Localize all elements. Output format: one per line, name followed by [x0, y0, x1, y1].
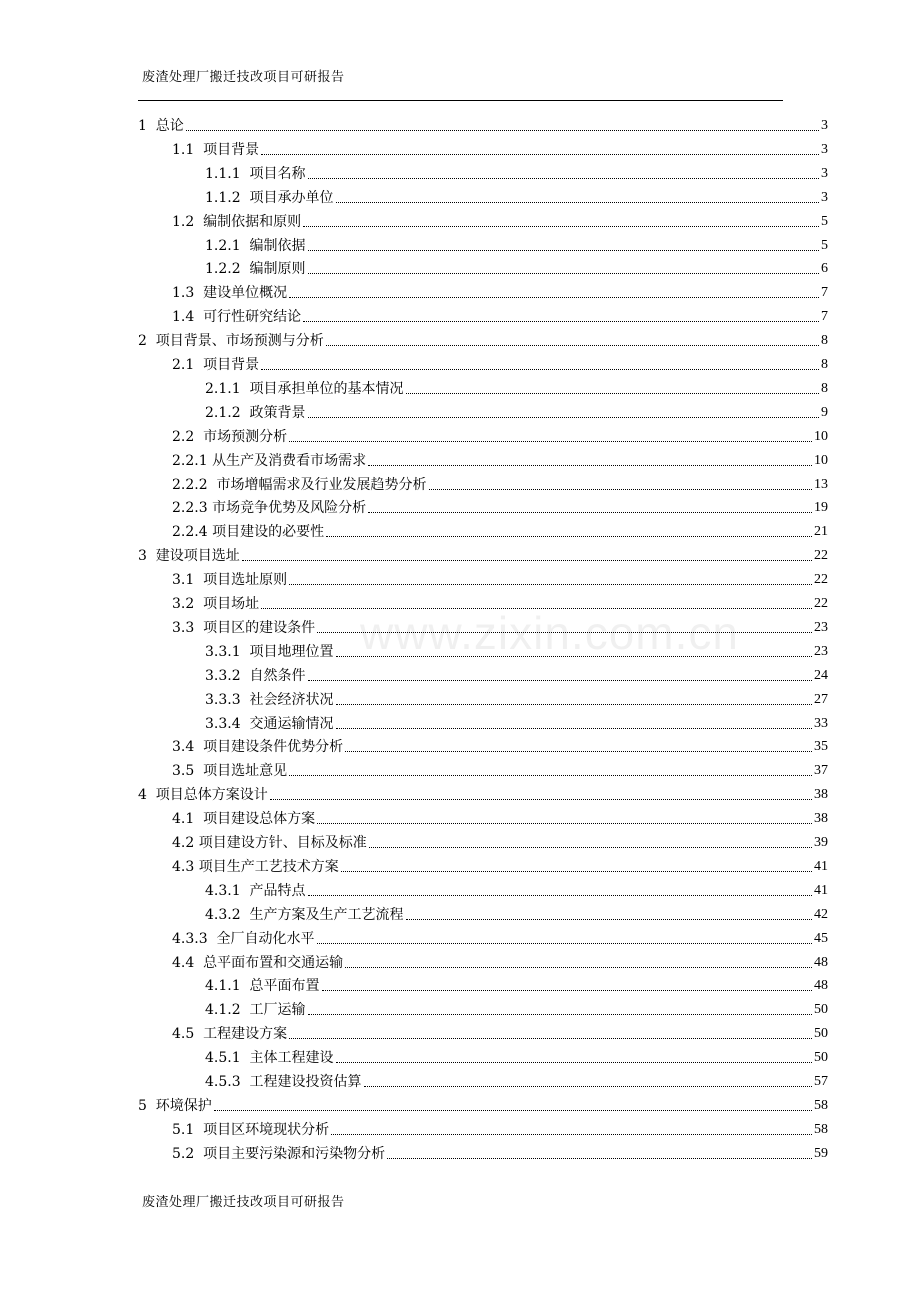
toc-entry-page-number: 50 [814, 1026, 828, 1042]
toc-entry-page-number: 9 [821, 404, 828, 420]
toc-entry[interactable] [172, 758, 828, 780]
toc-entry[interactable] [172, 830, 828, 852]
toc-dot-leader [331, 1133, 812, 1135]
toc-entry-label: 1 总论 [138, 118, 184, 134]
toc-entry-label: 1.1.1 项目名称 [205, 165, 306, 182]
toc-entry-label: 1.1.2 项目承办单位 [205, 189, 334, 206]
toc-entry-page-number: 57 [814, 1074, 828, 1089]
toc-dot-leader [345, 750, 812, 752]
toc-entry[interactable] [205, 233, 828, 255]
toc-entry-label: 3.1 项目选址原则 [172, 572, 288, 589]
toc-entry-label: 2.2.3 市场竞争优势及风险分析 [172, 500, 367, 517]
toc-entry-page-number: 22 [814, 548, 828, 564]
toc-entry-page-number: 37 [814, 763, 828, 779]
toc-entry[interactable] [172, 950, 828, 972]
page-footer-title: 废渣处理厂搬迁技改项目可研报告 [142, 1195, 345, 1210]
toc-dot-leader [368, 511, 812, 513]
toc-entry-page-number: 27 [814, 691, 828, 707]
toc-entry-page-number: 8 [821, 357, 828, 372]
toc-entry[interactable] [205, 687, 828, 709]
toc-entry-page-number: 5 [821, 237, 828, 253]
toc-dot-leader [406, 918, 812, 920]
toc-entry[interactable] [205, 973, 828, 995]
toc-dot-leader [308, 177, 819, 179]
toc-entry-label: 3.3 项目区的建设条件 [172, 619, 316, 636]
toc-entry-label: 3.3.2 自然条件 [205, 667, 306, 684]
toc-dot-leader [368, 464, 812, 466]
toc-entry-label: 4.4 总平面布置和交通运输 [172, 954, 344, 971]
toc-entry-page-number: 41 [814, 882, 828, 898]
toc-entry[interactable] [172, 1021, 828, 1043]
toc-dot-leader [261, 607, 812, 609]
toc-dot-leader [308, 1013, 812, 1015]
toc-entry-page-number: 59 [814, 1145, 828, 1161]
toc-entry[interactable] [172, 519, 828, 541]
toc-entry[interactable] [172, 137, 828, 159]
toc-entry-page-number: 6 [821, 261, 828, 277]
page-header-title: 废渣处理厂搬迁技改项目可研报告 [142, 70, 345, 85]
toc-dot-leader [270, 798, 812, 800]
toc-entry-page-number: 58 [814, 1097, 828, 1113]
toc-dot-leader [308, 416, 819, 418]
toc-dot-leader [345, 966, 812, 968]
toc-entry-page-number: 33 [814, 715, 828, 731]
toc-dot-leader [317, 942, 812, 944]
toc-entry-page-number: 48 [814, 954, 828, 970]
toc-entry-page-number: 5 [821, 213, 828, 229]
toc-dot-leader [326, 535, 812, 537]
toc-entry[interactable] [138, 1093, 828, 1115]
toc-entry-page-number: 50 [814, 1002, 828, 1018]
toc-entry-page-number: 35 [814, 739, 828, 755]
header-divider [138, 100, 783, 101]
toc-entry-label: 4.1.2 工厂运输 [205, 1002, 306, 1019]
toc-entry-label: 4.5 工程建设方案 [172, 1026, 288, 1043]
toc-dot-leader [317, 822, 812, 824]
toc-dot-leader [406, 392, 819, 394]
toc-entry-page-number: 45 [814, 930, 828, 946]
toc-entry-page-number: 3 [821, 141, 828, 157]
toc-dot-leader [336, 727, 812, 729]
toc-entry-label: 5 环境保护 [138, 1097, 212, 1114]
toc-entry-label: 1.2.1 编制依据 [205, 237, 306, 254]
toc-dot-leader [186, 129, 819, 131]
toc-entry-page-number: 7 [821, 309, 828, 325]
toc-entry-page-number: 50 [814, 1050, 828, 1066]
toc-entry[interactable] [138, 113, 828, 135]
toc-entry-page-number: 21 [814, 524, 828, 540]
toc-entry-page-number: 10 [814, 428, 828, 444]
toc-entry[interactable] [172, 352, 828, 374]
toc-entry-label: 3.4 项目建设条件优势分析 [172, 739, 344, 756]
toc-entry-page-number: 19 [814, 500, 828, 516]
toc-entry-page-number: 38 [814, 811, 828, 827]
toc-dot-leader [317, 631, 812, 633]
toc-entry-label: 4.3.1 产品特点 [205, 882, 306, 899]
toc-dot-leader [336, 201, 819, 203]
toc-entry-label: 4.3.3 全厂自动化水平 [172, 930, 315, 947]
toc-entry[interactable] [205, 185, 828, 207]
toc-dot-leader [289, 440, 812, 442]
toc-dot-leader [214, 1109, 812, 1111]
toc-entry-label: 4.5.3 工程建设投资估算 [205, 1074, 362, 1090]
toc-entry-page-number: 10 [814, 452, 828, 468]
toc-entry-page-number: 23 [814, 619, 828, 635]
toc-entry-page-number: 42 [814, 906, 828, 922]
toc-entry-page-number: 8 [821, 333, 828, 349]
toc-entry-label: 3.3.1 项目地理位置 [205, 643, 334, 660]
toc-dot-leader [289, 296, 819, 298]
toc-entry-page-number: 41 [814, 858, 828, 874]
toc-dot-leader [336, 703, 812, 705]
toc-entry-label: 3.2 项目场址 [172, 596, 260, 612]
toc-entry[interactable] [205, 663, 828, 685]
toc-dot-leader [364, 1085, 812, 1087]
toc-entry[interactable] [205, 997, 828, 1019]
toc-dot-leader [303, 320, 819, 322]
toc-entry-page-number: 48 [814, 978, 828, 994]
toc-entry[interactable] [172, 304, 828, 326]
toc-entry-label: 3.5 项目选址意见 [172, 763, 288, 780]
toc-entry[interactable] [138, 782, 828, 804]
toc-entry-label: 5.2 项目主要污染源和污染物分析 [172, 1145, 386, 1162]
toc-entry[interactable] [205, 878, 828, 900]
toc-dot-leader [322, 989, 812, 991]
toc-dot-leader [369, 846, 812, 848]
toc-entry[interactable] [205, 256, 828, 278]
toc-dot-leader [242, 559, 812, 561]
toc-entry-label: 2.2.4 项目建设的必要性 [172, 524, 325, 541]
toc-entry-page-number: 39 [814, 835, 828, 850]
toc-entry-label: 4.1.1 总平面布置 [205, 978, 320, 995]
toc-dot-leader [308, 272, 819, 274]
toc-entry-label: 4.5.1 主体工程建设 [205, 1050, 334, 1067]
toc-entry-page-number: 22 [814, 596, 828, 611]
toc-entry-label: 3 建设项目选址 [138, 548, 240, 565]
toc-entry[interactable] [205, 376, 828, 398]
toc-entry-page-number: 22 [814, 572, 828, 588]
toc-dot-leader [308, 679, 812, 681]
toc-entry[interactable] [205, 639, 828, 661]
toc-entry-page-number: 3 [821, 118, 828, 133]
toc-dot-leader [261, 368, 819, 370]
toc-dot-leader [289, 1037, 812, 1039]
toc-entry-page-number: 38 [814, 787, 828, 803]
toc-dot-leader [289, 774, 812, 776]
toc-entry-page-number: 23 [814, 643, 828, 659]
toc-dot-leader [429, 488, 812, 490]
watermark: www.zixin.com.cn [360, 607, 739, 659]
toc-dot-leader [308, 894, 812, 896]
toc-entry-label: 3.3.3 社会经济状况 [205, 691, 334, 708]
toc-entry[interactable] [172, 615, 828, 637]
toc-entry-page-number: 13 [814, 476, 828, 492]
toc-entry-label: 4.1 项目建设总体方案 [172, 811, 316, 828]
toc-dot-leader [303, 225, 819, 227]
toc-entry-label: 1.2.2 编制原则 [205, 261, 306, 278]
toc-entry-page-number: 58 [814, 1121, 828, 1137]
toc-entry[interactable] [205, 161, 828, 183]
toc-entry-label: 1.2 编制依据和原则 [172, 213, 302, 230]
toc-entry[interactable] [172, 209, 828, 231]
toc-entry[interactable] [205, 902, 828, 924]
toc-entry-label: 2.1 项目背景 [172, 357, 260, 373]
toc-entry-label: 1.3 建设单位概况 [172, 285, 288, 302]
toc-entry[interactable] [172, 1117, 828, 1139]
toc-entry-label: 2.2 市场预测分析 [172, 428, 288, 445]
toc-entry-page-number: 7 [821, 285, 828, 301]
toc-dot-leader [341, 870, 812, 872]
toc-entry[interactable] [172, 1141, 828, 1163]
toc-entry[interactable] [172, 734, 828, 756]
toc-entry[interactable] [172, 495, 828, 517]
toc-entry[interactable] [172, 591, 828, 613]
toc-entry[interactable] [172, 280, 828, 302]
toc-dot-leader [336, 1061, 812, 1063]
toc-entry[interactable] [205, 400, 828, 422]
toc-dot-leader [387, 1157, 812, 1159]
toc-dot-leader [336, 655, 812, 657]
toc-dot-leader [308, 249, 819, 251]
toc-entry-label: 4.3.2 生产方案及生产工艺流程 [205, 906, 404, 923]
toc-entry[interactable] [205, 711, 828, 733]
toc-entry-label: 4.2 项目建设方针、目标及标准 [172, 835, 367, 851]
toc-dot-leader [289, 583, 812, 585]
toc-entry-page-number: 3 [821, 189, 828, 205]
toc-entry[interactable] [172, 806, 828, 828]
toc-entry[interactable] [172, 424, 828, 446]
toc-entry[interactable] [205, 1069, 828, 1091]
toc-entry-label: 4.3 项目生产工艺技术方案 [172, 858, 339, 875]
toc-entry[interactable] [172, 854, 828, 876]
toc-dot-leader [326, 344, 819, 346]
toc-entry[interactable] [172, 448, 828, 470]
toc-entry[interactable] [172, 472, 828, 494]
toc-entry-label: 1.4 可行性研究结论 [172, 309, 302, 326]
toc-entry-label: 5.1 项目区环境现状分析 [172, 1121, 330, 1138]
toc-entry[interactable] [138, 328, 828, 350]
toc-entry[interactable] [205, 1045, 828, 1067]
toc-entry-page-number: 3 [821, 165, 828, 181]
toc-entry-label: 2.2.1 从生产及消费看市场需求 [172, 452, 367, 469]
toc-entry-label: 2.1.2 政策背景 [205, 404, 306, 421]
toc-dot-leader [261, 153, 819, 155]
toc-entry-label: 2.1.1 项目承担单位的基本情况 [205, 380, 404, 397]
toc-entry-page-number: 8 [821, 380, 828, 396]
toc-entry-label: 1.1 项目背景 [172, 141, 260, 158]
toc-entry[interactable] [172, 567, 828, 589]
toc-entry-page-number: 24 [814, 667, 828, 683]
toc-entry-label: 4 项目总体方案设计 [138, 787, 268, 804]
toc-entry[interactable] [172, 926, 828, 948]
toc-entry-label: 3.3.4 交通运输情况 [205, 715, 334, 732]
toc-entry-label: 2 项目背景、市场预测与分析 [138, 333, 324, 350]
toc-entry[interactable] [138, 543, 828, 565]
toc-entry-label: 2.2.2 市场增幅需求及行业发展趋势分析 [172, 476, 427, 493]
